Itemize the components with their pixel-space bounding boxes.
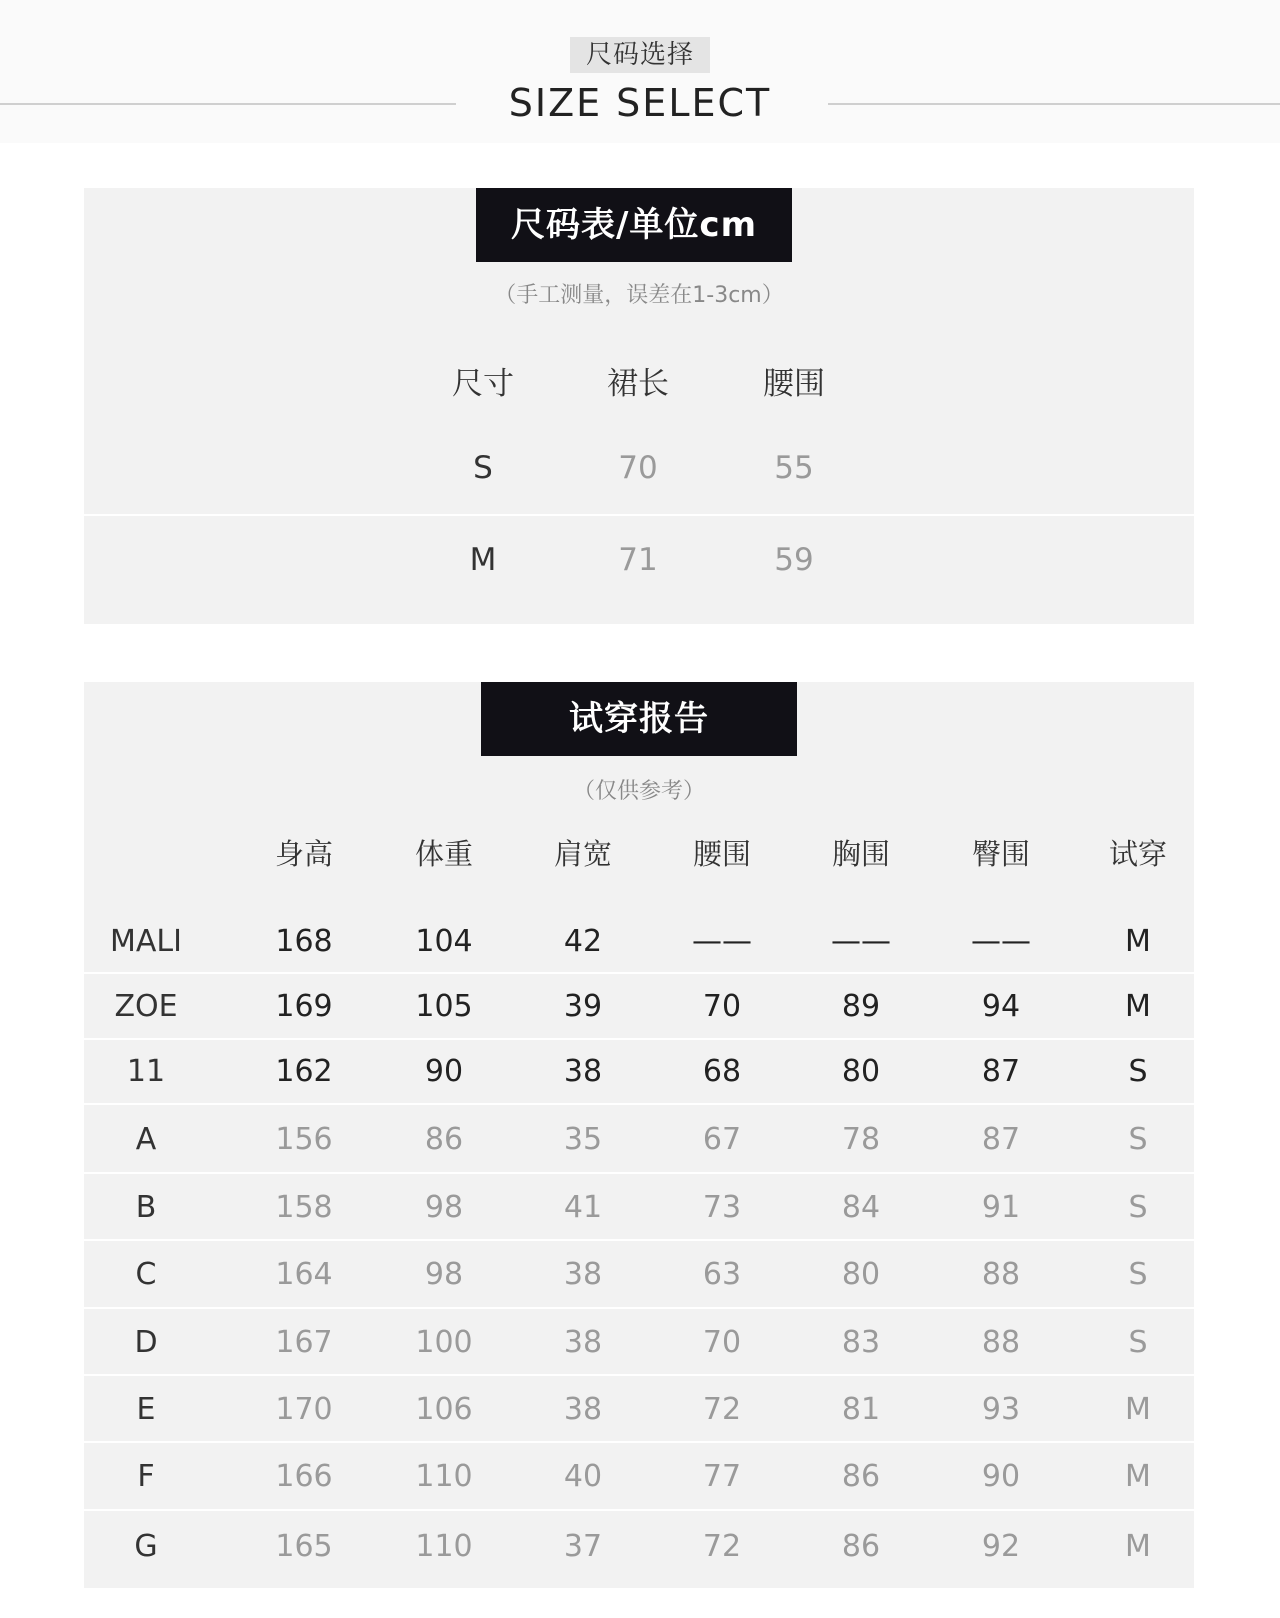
- fit-cell: 38: [563, 1392, 603, 1427]
- fit-cell: 72: [702, 1529, 742, 1564]
- fit-report-title: 试穿报告: [481, 682, 797, 756]
- fit-cell: 42: [563, 924, 603, 959]
- row-divider: [84, 1509, 1194, 1511]
- fit-cell: 86: [841, 1529, 881, 1564]
- fit-cell: 73: [702, 1190, 742, 1225]
- fit-cell: 80: [841, 1054, 881, 1089]
- fit-cell: ——: [831, 924, 891, 959]
- fit-cell: 78: [841, 1122, 881, 1157]
- fit-cell: 158: [275, 1190, 333, 1225]
- fit-cell: S: [1128, 1190, 1148, 1225]
- fit-col-header: 体重: [414, 837, 473, 871]
- fit-cell: 165: [275, 1529, 333, 1564]
- fit-row-name: G: [134, 1529, 158, 1564]
- fit-col-header: 试穿: [1108, 837, 1167, 871]
- header-rule-left: [0, 103, 456, 105]
- fit-cell: 63: [702, 1257, 742, 1292]
- fit-col-header: 身高: [274, 837, 333, 871]
- fit-row-name: MALI: [110, 924, 182, 959]
- header-rule-right: [828, 103, 1280, 105]
- fit-cell: 88: [981, 1257, 1021, 1292]
- row-divider: [84, 1441, 1194, 1443]
- fit-row-name: A: [135, 1122, 157, 1157]
- fit-cell: 92: [981, 1529, 1021, 1564]
- fit-cell: 98: [424, 1257, 464, 1292]
- size-col-header: 裙长: [607, 366, 669, 402]
- fit-cell: 88: [981, 1325, 1021, 1360]
- fit-cell: S: [1128, 1122, 1148, 1157]
- fit-cell: 70: [702, 1325, 742, 1360]
- fit-cell: 94: [981, 989, 1021, 1024]
- fit-col-header: 胸围: [831, 837, 890, 871]
- fit-cell: 67: [702, 1122, 742, 1157]
- row-divider: [84, 1307, 1194, 1309]
- fit-cell: 72: [702, 1392, 742, 1427]
- size-cell: 71: [618, 542, 658, 578]
- fit-cell: 169: [275, 989, 333, 1024]
- fit-cell: 110: [415, 1459, 473, 1494]
- fit-row-name: C: [135, 1257, 157, 1292]
- fit-cell: 87: [981, 1122, 1021, 1157]
- fit-cell: 35: [563, 1122, 603, 1157]
- fit-row-name: B: [135, 1190, 157, 1225]
- fit-cell: 167: [275, 1325, 333, 1360]
- size-col-header: 腰围: [763, 366, 825, 402]
- row-divider: [84, 972, 1194, 974]
- size-chart-panel: [84, 188, 1194, 624]
- row-divider: [84, 1103, 1194, 1105]
- fit-cell: 38: [563, 1257, 603, 1292]
- header-cn-title: 尺码选择: [570, 37, 710, 73]
- size-cell: M: [469, 542, 497, 578]
- fit-col-header: 臀围: [971, 837, 1030, 871]
- fit-cell: 87: [981, 1054, 1021, 1089]
- fit-col-header: 腰围: [692, 837, 751, 871]
- fit-cell: S: [1128, 1054, 1148, 1089]
- fit-cell: M: [1125, 924, 1151, 959]
- size-chart-note: （手工测量，误差在1-3cm）: [494, 283, 784, 308]
- fit-report-note: （仅供参考）: [572, 779, 705, 804]
- fit-cell: 170: [275, 1392, 333, 1427]
- fit-cell: 86: [841, 1459, 881, 1494]
- fit-cell: M: [1125, 1459, 1151, 1494]
- fit-cell: M: [1125, 989, 1151, 1024]
- header-en-title: SIZE SELECT: [508, 81, 772, 125]
- fit-row-name: F: [137, 1459, 155, 1494]
- fit-cell: 105: [415, 989, 473, 1024]
- fit-cell: 106: [415, 1392, 473, 1427]
- fit-cell: 37: [563, 1529, 603, 1564]
- fit-cell: 90: [981, 1459, 1021, 1494]
- fit-cell: 41: [563, 1190, 603, 1225]
- fit-cell: 89: [841, 989, 881, 1024]
- fit-cell: 156: [275, 1122, 333, 1157]
- fit-cell: 40: [563, 1459, 603, 1494]
- fit-cell: 68: [702, 1054, 742, 1089]
- fit-cell: 77: [702, 1459, 742, 1494]
- fit-cell: ——: [971, 924, 1031, 959]
- row-divider: [84, 514, 1194, 516]
- fit-cell: 39: [563, 989, 603, 1024]
- fit-cell: 80: [841, 1257, 881, 1292]
- fit-cell: 162: [275, 1054, 333, 1089]
- row-divider: [84, 1374, 1194, 1376]
- fit-cell: 81: [841, 1392, 881, 1427]
- size-chart-title: 尺码表/单位cm: [476, 188, 792, 262]
- fit-cell: 38: [563, 1054, 603, 1089]
- fit-report-panel: [84, 682, 1194, 1588]
- fit-cell: 38: [563, 1325, 603, 1360]
- fit-cell: S: [1128, 1325, 1148, 1360]
- size-cell: 70: [618, 450, 658, 486]
- fit-cell: 104: [415, 924, 473, 959]
- fit-cell: 83: [841, 1325, 881, 1360]
- fit-row-name: ZOE: [114, 989, 178, 1024]
- size-cell: S: [473, 450, 493, 486]
- fit-cell: M: [1125, 1529, 1151, 1564]
- fit-col-header: 肩宽: [553, 837, 612, 871]
- fit-cell: 91: [981, 1190, 1021, 1225]
- size-cell: 55: [774, 450, 814, 486]
- fit-cell: 86: [424, 1122, 464, 1157]
- fit-cell: 84: [841, 1190, 881, 1225]
- fit-cell: S: [1128, 1257, 1148, 1292]
- fit-cell: 100: [415, 1325, 473, 1360]
- fit-cell: 168: [275, 924, 333, 959]
- fit-cell: 110: [415, 1529, 473, 1564]
- row-divider: [84, 1038, 1194, 1040]
- fit-cell: M: [1125, 1392, 1151, 1427]
- fit-cell: 166: [275, 1459, 333, 1494]
- fit-cell: ——: [692, 924, 752, 959]
- fit-row-name: D: [134, 1325, 158, 1360]
- fit-cell: 70: [702, 989, 742, 1024]
- row-divider: [84, 1172, 1194, 1174]
- size-cell: 59: [774, 542, 814, 578]
- fit-row-name: E: [136, 1392, 156, 1427]
- row-divider: [84, 1239, 1194, 1241]
- fit-row-name: 11: [126, 1054, 166, 1089]
- fit-cell: 90: [424, 1054, 464, 1089]
- fit-cell: 164: [275, 1257, 333, 1292]
- fit-cell: 93: [981, 1392, 1021, 1427]
- size-col-header: 尺寸: [452, 366, 514, 402]
- fit-cell: 98: [424, 1190, 464, 1225]
